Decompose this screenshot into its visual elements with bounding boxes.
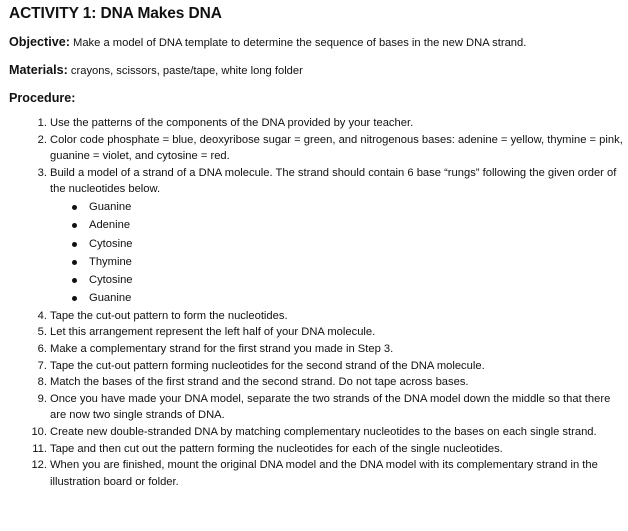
materials-text: crayons, scissors, paste/tape, white long folder [70, 65, 303, 77]
base-item [50, 289, 628, 307]
bullet-icon [72, 205, 77, 210]
step-item [9, 374, 628, 391]
step-number: 5. [37, 326, 47, 339]
step-number: 1. [37, 117, 47, 129]
step-item [9, 132, 628, 165]
step-number: 2. [37, 133, 47, 146]
base-item [50, 271, 628, 289]
step-number: 6. [37, 342, 47, 355]
step-text: Tape the cut-out pattern to form the nucleotides. [50, 309, 288, 322]
step-text: Use the patterns of the components of the DNA provided by your teacher. [50, 117, 414, 129]
step-number: 12. [31, 459, 47, 472]
base-name: Guanine [89, 200, 132, 213]
bullet-icon [72, 260, 77, 265]
base-item [50, 253, 628, 271]
step-number: 9. [37, 392, 47, 405]
step-number: 8. [37, 376, 47, 389]
base-name: Cytosine [89, 237, 133, 250]
step-text: Color code phosphate = blue, deoxyribose sugar = green, and nitrogenous bases: adenine = yellow, thymine = pink, guanine = violet, and cytosine = red. [50, 133, 623, 163]
objective-text: Make a model of DNA template to determine the sequence of bases in the new DNA strand. [73, 37, 527, 49]
step-number: 3. [37, 166, 47, 179]
bullet-icon [72, 278, 77, 283]
step-text: When you are finished, mount the original DNA model and the DNA model with its complementary strand in the illustration board or folder. [50, 459, 598, 488]
objective-label: Objective: [9, 35, 70, 49]
step-item [9, 308, 628, 325]
step-number: 11. [32, 442, 47, 455]
step-text: Match the bases of the first strand and the second strand. Do not tape across bases. [50, 376, 469, 389]
step-item [9, 341, 628, 358]
step-text: Build a model of a strand of a DNA molecule. The strand should contain 6 base “rungs” following the given order of the nucleotides below. [50, 166, 617, 196]
step-item [9, 441, 628, 458]
bullet-icon [72, 242, 77, 247]
base-name: Adenine [89, 219, 131, 232]
step-number: 7. [37, 359, 47, 372]
base-name: Guanine [89, 292, 132, 305]
step-text: Make a complementary strand for the first strand you made in Step 3. [50, 342, 394, 355]
activity-title: ACTIVITY 1: DNA Makes DNA [9, 5, 222, 22]
materials-paragraph [9, 62, 628, 79]
step-item [9, 324, 628, 341]
step-item [9, 165, 628, 308]
step-text: Let this arrangement represent the left half of your DNA molecule. [50, 326, 376, 339]
nucleotide-order-list [50, 198, 628, 308]
step-text: Tape the cut-out pattern forming nucleotides for the second strand of the DNA molecule. [50, 359, 485, 372]
step-item [9, 457, 628, 490]
base-name: Thymine [89, 255, 132, 268]
step-text: Once you have made your DNA model, separate the two strands of the DNA model down the middle so that there are now two single strands of DNA. [50, 392, 611, 422]
base-item [50, 235, 628, 253]
objective-paragraph [9, 34, 628, 51]
base-item [50, 216, 628, 234]
step-text: Create new double-stranded DNA by matching complementary nucleotides to the bases on each single strand. [50, 425, 597, 438]
materials-label: Materials: [9, 63, 68, 77]
bullet-icon [72, 223, 77, 228]
procedure-steps [9, 115, 628, 490]
bullet-icon [72, 296, 77, 301]
base-item [50, 198, 628, 216]
step-item [9, 115, 628, 132]
step-number: 10. [31, 425, 47, 438]
step-item [9, 358, 628, 375]
step-item [9, 391, 628, 424]
procedure-heading: Procedure: [9, 91, 76, 105]
base-name: Cytosine [89, 274, 133, 287]
step-item [9, 424, 628, 441]
step-number: 4. [37, 309, 47, 322]
step-text: Tape and then cut out the pattern forming the nucleotides for each of the single nucleotides. [50, 442, 503, 455]
